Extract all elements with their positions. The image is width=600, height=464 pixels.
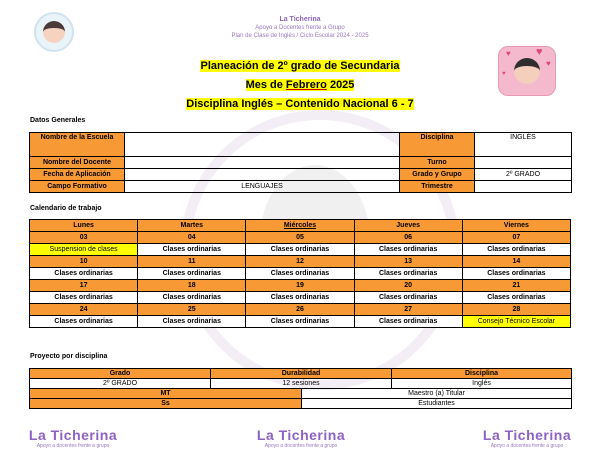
- activity-row: [30, 292, 571, 304]
- date-cell: 18: [138, 280, 246, 292]
- table-row: [30, 133, 572, 157]
- date-row: [30, 232, 571, 244]
- header-plan: Plan de Clase de Inglés / Ciclo Escolar 2024 - 2025: [231, 33, 369, 39]
- date-cell: 11: [138, 256, 246, 268]
- activity-cell: Clases ordinarias: [246, 292, 354, 304]
- activity-cell: Clases ordinarias: [354, 244, 462, 256]
- date-cell: 19: [246, 280, 354, 292]
- table-row: [30, 369, 572, 379]
- month-title: Mes de Febrero 2025: [245, 79, 355, 91]
- grade-field[interactable]: 2º GRADO: [475, 169, 572, 181]
- footer-tagline: Apoyo a docentes frente a grupo: [264, 443, 338, 449]
- activity-cell: Clases ordinarias: [30, 292, 138, 304]
- activity-cell: Clases ordinarias: [30, 268, 138, 280]
- date-cell: 21: [462, 280, 570, 292]
- date-cell: 03: [30, 232, 138, 244]
- activity-cell: Clases ordinarias: [354, 292, 462, 304]
- date-cell: 06: [354, 232, 462, 244]
- activity-cell: Clases ordinarias: [246, 244, 354, 256]
- date-label: Fecha de Aplicación: [30, 169, 125, 181]
- heart-icon: ♥: [536, 46, 543, 58]
- footer-brand: La Ticherina: [256, 427, 346, 443]
- date-row: [30, 304, 571, 316]
- day-header: Martes: [138, 220, 246, 232]
- section-title-general: Datos Generales: [30, 117, 86, 124]
- date-cell: 27: [354, 304, 462, 316]
- activity-cell: Clases ordinarias: [462, 268, 570, 280]
- activity-cell: Clases ordinarias: [462, 292, 570, 304]
- discipline-title: Disciplina Inglés – Contenido Nacional 6 - 7: [186, 98, 414, 110]
- project-duration-value: 12 sesiones: [211, 379, 392, 389]
- mt-value: Maestro (a) Titular: [302, 389, 572, 399]
- page-header: [0, 15, 600, 40]
- shift-label: Turno: [400, 157, 475, 169]
- calendar-table: [29, 219, 571, 328]
- heart-icon: ♥: [546, 59, 551, 68]
- date-cell: 26: [246, 304, 354, 316]
- project-discipline-label: Disciplina: [392, 369, 572, 379]
- day-header: Miércoles: [246, 220, 354, 232]
- term-field[interactable]: [475, 181, 572, 193]
- date-cell: 17: [30, 280, 138, 292]
- project-grade-label: Grado: [30, 369, 211, 379]
- heart-icon: ♥: [506, 49, 511, 58]
- date-cell: 25: [138, 304, 246, 316]
- activity-cell: Consejo Técnico Escolar: [462, 316, 570, 328]
- date-cell: 28: [462, 304, 570, 316]
- date-cell: 12: [246, 256, 354, 268]
- date-row: [30, 256, 571, 268]
- date-cell: 04: [138, 232, 246, 244]
- activity-cell: Clases ordinarias: [354, 268, 462, 280]
- discipline-label: Disciplina: [400, 133, 475, 157]
- calendar-header-row: [30, 220, 571, 232]
- activity-cell: Clases ordinarias: [138, 268, 246, 280]
- teacher-label: Nombre del Docente: [30, 157, 125, 169]
- teacher-field[interactable]: [125, 157, 400, 169]
- mt-label: MT: [30, 389, 302, 399]
- activity-cell: Clases ordinarias: [246, 316, 354, 328]
- footer-tagline: Apoyo a docentes frente a grupo: [36, 443, 110, 449]
- school-label: Nombre de la Escuela: [30, 133, 125, 157]
- school-field[interactable]: [125, 133, 400, 157]
- ss-value: Estudiantes: [302, 399, 572, 409]
- term-label: Trimestre: [400, 181, 475, 193]
- activity-cell: Clases ordinarias: [138, 316, 246, 328]
- activity-cell: Clases ordinarias: [138, 292, 246, 304]
- day-header: Lunes: [30, 220, 138, 232]
- discipline-field[interactable]: INGLÉS: [475, 133, 572, 157]
- activity-cell: Suspension de clases: [30, 244, 138, 256]
- date-row: [30, 280, 571, 292]
- day-header: Viernes: [462, 220, 570, 232]
- project-duration-label: Durabilidad: [211, 369, 392, 379]
- date-cell: 20: [354, 280, 462, 292]
- date-cell: 24: [30, 304, 138, 316]
- table-row: [30, 169, 572, 181]
- page-title: Planeación de 2º grado de Secundaria: [200, 60, 400, 72]
- table-row: [30, 157, 572, 169]
- footer-tagline: Apoyo a docentes frente a grupo: [490, 443, 564, 449]
- shift-field[interactable]: [475, 157, 572, 169]
- header-brand: La Ticherina: [279, 16, 321, 23]
- date-cell: 10: [30, 256, 138, 268]
- section-title-project: Proyecto por disciplina: [30, 353, 108, 360]
- project-grade-value: 2º GRADO: [30, 379, 211, 389]
- activity-row: [30, 316, 571, 328]
- field-label: Campo Formativo: [30, 181, 125, 193]
- date-cell: 14: [462, 256, 570, 268]
- header-subtitle: Apoyo a Docentes frente a Grupo: [255, 25, 345, 31]
- table-row: [30, 389, 572, 399]
- ss-label: Ss: [30, 399, 302, 409]
- date-cell: 07: [462, 232, 570, 244]
- heart-icon: ♥: [502, 71, 506, 77]
- date-cell: 13: [354, 256, 462, 268]
- activity-cell: Clases ordinarias: [462, 244, 570, 256]
- field-value[interactable]: LENGUAJES: [125, 181, 400, 193]
- project-discipline-value: Inglés: [392, 379, 572, 389]
- day-header: Jueves: [354, 220, 462, 232]
- footer-brand: La Ticherina: [482, 427, 572, 443]
- footer-brand: La Ticherina: [28, 427, 118, 443]
- table-row: [30, 399, 572, 409]
- activity-cell: Clases ordinarias: [246, 268, 354, 280]
- activity-row: [30, 268, 571, 280]
- section-title-calendar: Calendario de trabajo: [30, 205, 102, 212]
- general-data-table: [29, 132, 572, 193]
- activity-cell: Clases ordinarias: [354, 316, 462, 328]
- table-row: [30, 181, 572, 193]
- footer-logo-center: [236, 428, 366, 449]
- activity-cell: Clases ordinarias: [138, 244, 246, 256]
- footer-logo-left: [8, 428, 138, 449]
- date-field[interactable]: [125, 169, 400, 181]
- activity-cell: Clases ordinarias: [30, 316, 138, 328]
- footer-logo-right: [462, 428, 592, 449]
- grade-label: Grado y Grupo: [400, 169, 475, 181]
- activity-row: [30, 244, 571, 256]
- date-cell: 05: [246, 232, 354, 244]
- table-row: [30, 379, 572, 389]
- project-table: [29, 368, 572, 409]
